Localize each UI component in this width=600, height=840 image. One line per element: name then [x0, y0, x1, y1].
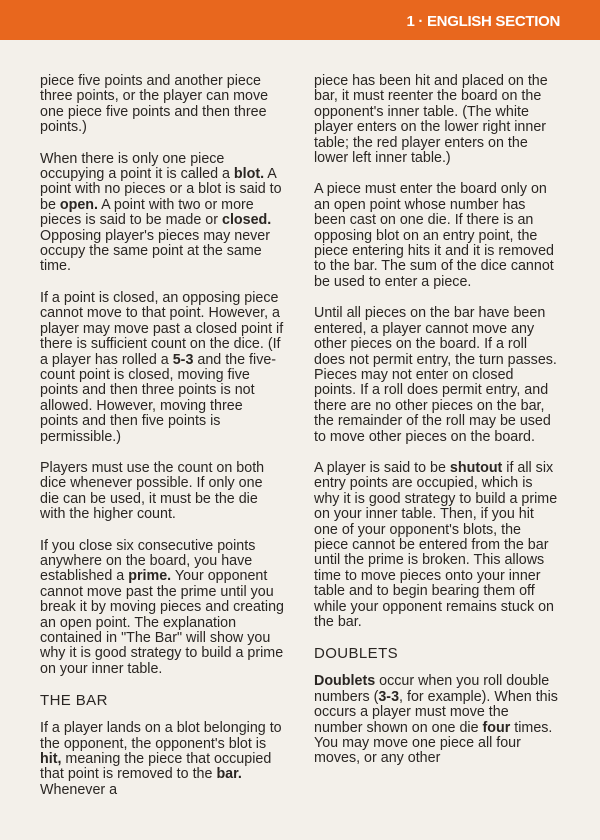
paragraph	[40, 721, 284, 798]
paragraph-text: Opposing player's pieces may never occupy the same point at the same time.	[40, 227, 271, 275]
paragraph-text: If a player lands on a blot belonging to the opponent, the opponent's blot is	[40, 720, 282, 752]
term-shutout: shutout	[449, 459, 503, 476]
term-prime: prime.	[128, 568, 172, 585]
heading-the-bar: THE BAR	[40, 692, 108, 710]
paragraph-text: , for example). When this occurs a player must move the number shown on one die	[314, 688, 558, 736]
term-open: open.	[59, 196, 98, 213]
paragraph	[314, 306, 558, 445]
paragraph-text: piece has been hit and placed on the bar, it must reenter the board on the opponent's inner table. (The white player enters on the lower right inner table; the red player enters on the lower left inner table.)	[314, 73, 548, 167]
paragraph-text: if all six entry points are occupied, which is why it is good strategy to build a prime on your inner table. Then, if you hit one of your opponent's blots, the piece cannot be entered from the bar until the prime is broken. This allows time to move pieces onto your inner table and to begin bearing them off while your opponent remains stuck on the bar.	[314, 459, 558, 630]
paragraph-text: piece five points and another piece three points, or the player can move one piece five points and then three points.)	[40, 73, 269, 136]
paragraph-text: If you close six consecutive points anywhere on the board, you have established a	[40, 537, 256, 585]
paragraph-text: meaning the piece that occupied that point is removed to the	[40, 751, 272, 783]
term-roll: 5-3	[172, 351, 194, 368]
section-header-bar	[0, 0, 600, 40]
paragraph	[314, 182, 558, 290]
paragraph	[40, 291, 284, 445]
term-hit: hit,	[40, 751, 62, 768]
paragraph-text: A player is said to be	[314, 459, 450, 476]
paragraph	[40, 74, 284, 136]
section-title: 1 · ENGLISH SECTION	[406, 13, 560, 30]
paragraph-text: Players must use the count on both dice whenever possible. If only one die can be used, it must be the die with the higher count.	[40, 459, 265, 523]
paragraph-text: Whenever a	[40, 781, 118, 798]
paragraph-text: and the five-count point is closed, moving five points and then three points is not allowed. However, moving three points and then five points is permissible.)	[40, 351, 277, 445]
paragraph-text: When there is only one piece occupying a point it is called a	[40, 150, 234, 183]
paragraph	[40, 152, 284, 275]
paragraph	[40, 539, 284, 678]
paragraph-text: If a point is closed, an opposing piece cannot move to that point. However, a player may move past a closed point if there is sufficient count on the dice. (If a player has rolled a	[40, 289, 284, 368]
paragraph-text: Until all pieces on the bar have been entered, a player cannot move any other pieces on the board. If a roll does not permit entry, the turn passes. Pieces may not enter on closed points. If a roll does permit entry, and there are no other pieces on the bar, the remainder of the roll may be used to move other pieces on the board.	[314, 305, 557, 445]
paragraph-text: Your opponent cannot move past the prime until you break it by moving pieces and creating an open point. The explanation contained in "The Bar" will show you why it is good strategy to build a prime on your inner table.	[40, 568, 284, 677]
heading-doublets: DOUBLETS	[314, 645, 399, 663]
term-roll: 3-3	[378, 688, 400, 705]
paragraph	[40, 461, 284, 523]
paragraph-text: A point with two or more pieces is said to be made or	[40, 196, 254, 229]
paragraph-text: A piece must enter the board only on an open point whose number has been cast on one die. If there is an opposing blot on an entry point, the piece entering hits it and it is removed to the bar. The sum of the dice cannot be used to enter a piece.	[314, 181, 554, 290]
term-bar: bar.	[216, 766, 242, 783]
paragraph	[314, 674, 558, 766]
paragraph-text: A point with no pieces or a blot is said to be	[40, 166, 282, 213]
right-column	[314, 74, 558, 783]
paragraph	[314, 74, 558, 166]
term-blot: blot.	[233, 166, 265, 183]
term-four: four	[482, 719, 511, 736]
left-column	[40, 74, 284, 814]
paragraph-text: times. You may move one piece all four moves, or any other	[314, 719, 553, 767]
term-closed: closed.	[222, 212, 272, 229]
paragraph	[314, 461, 558, 630]
paragraph-text: occur when you roll double numbers (	[314, 673, 550, 705]
term-doublets: Doublets	[314, 673, 376, 690]
